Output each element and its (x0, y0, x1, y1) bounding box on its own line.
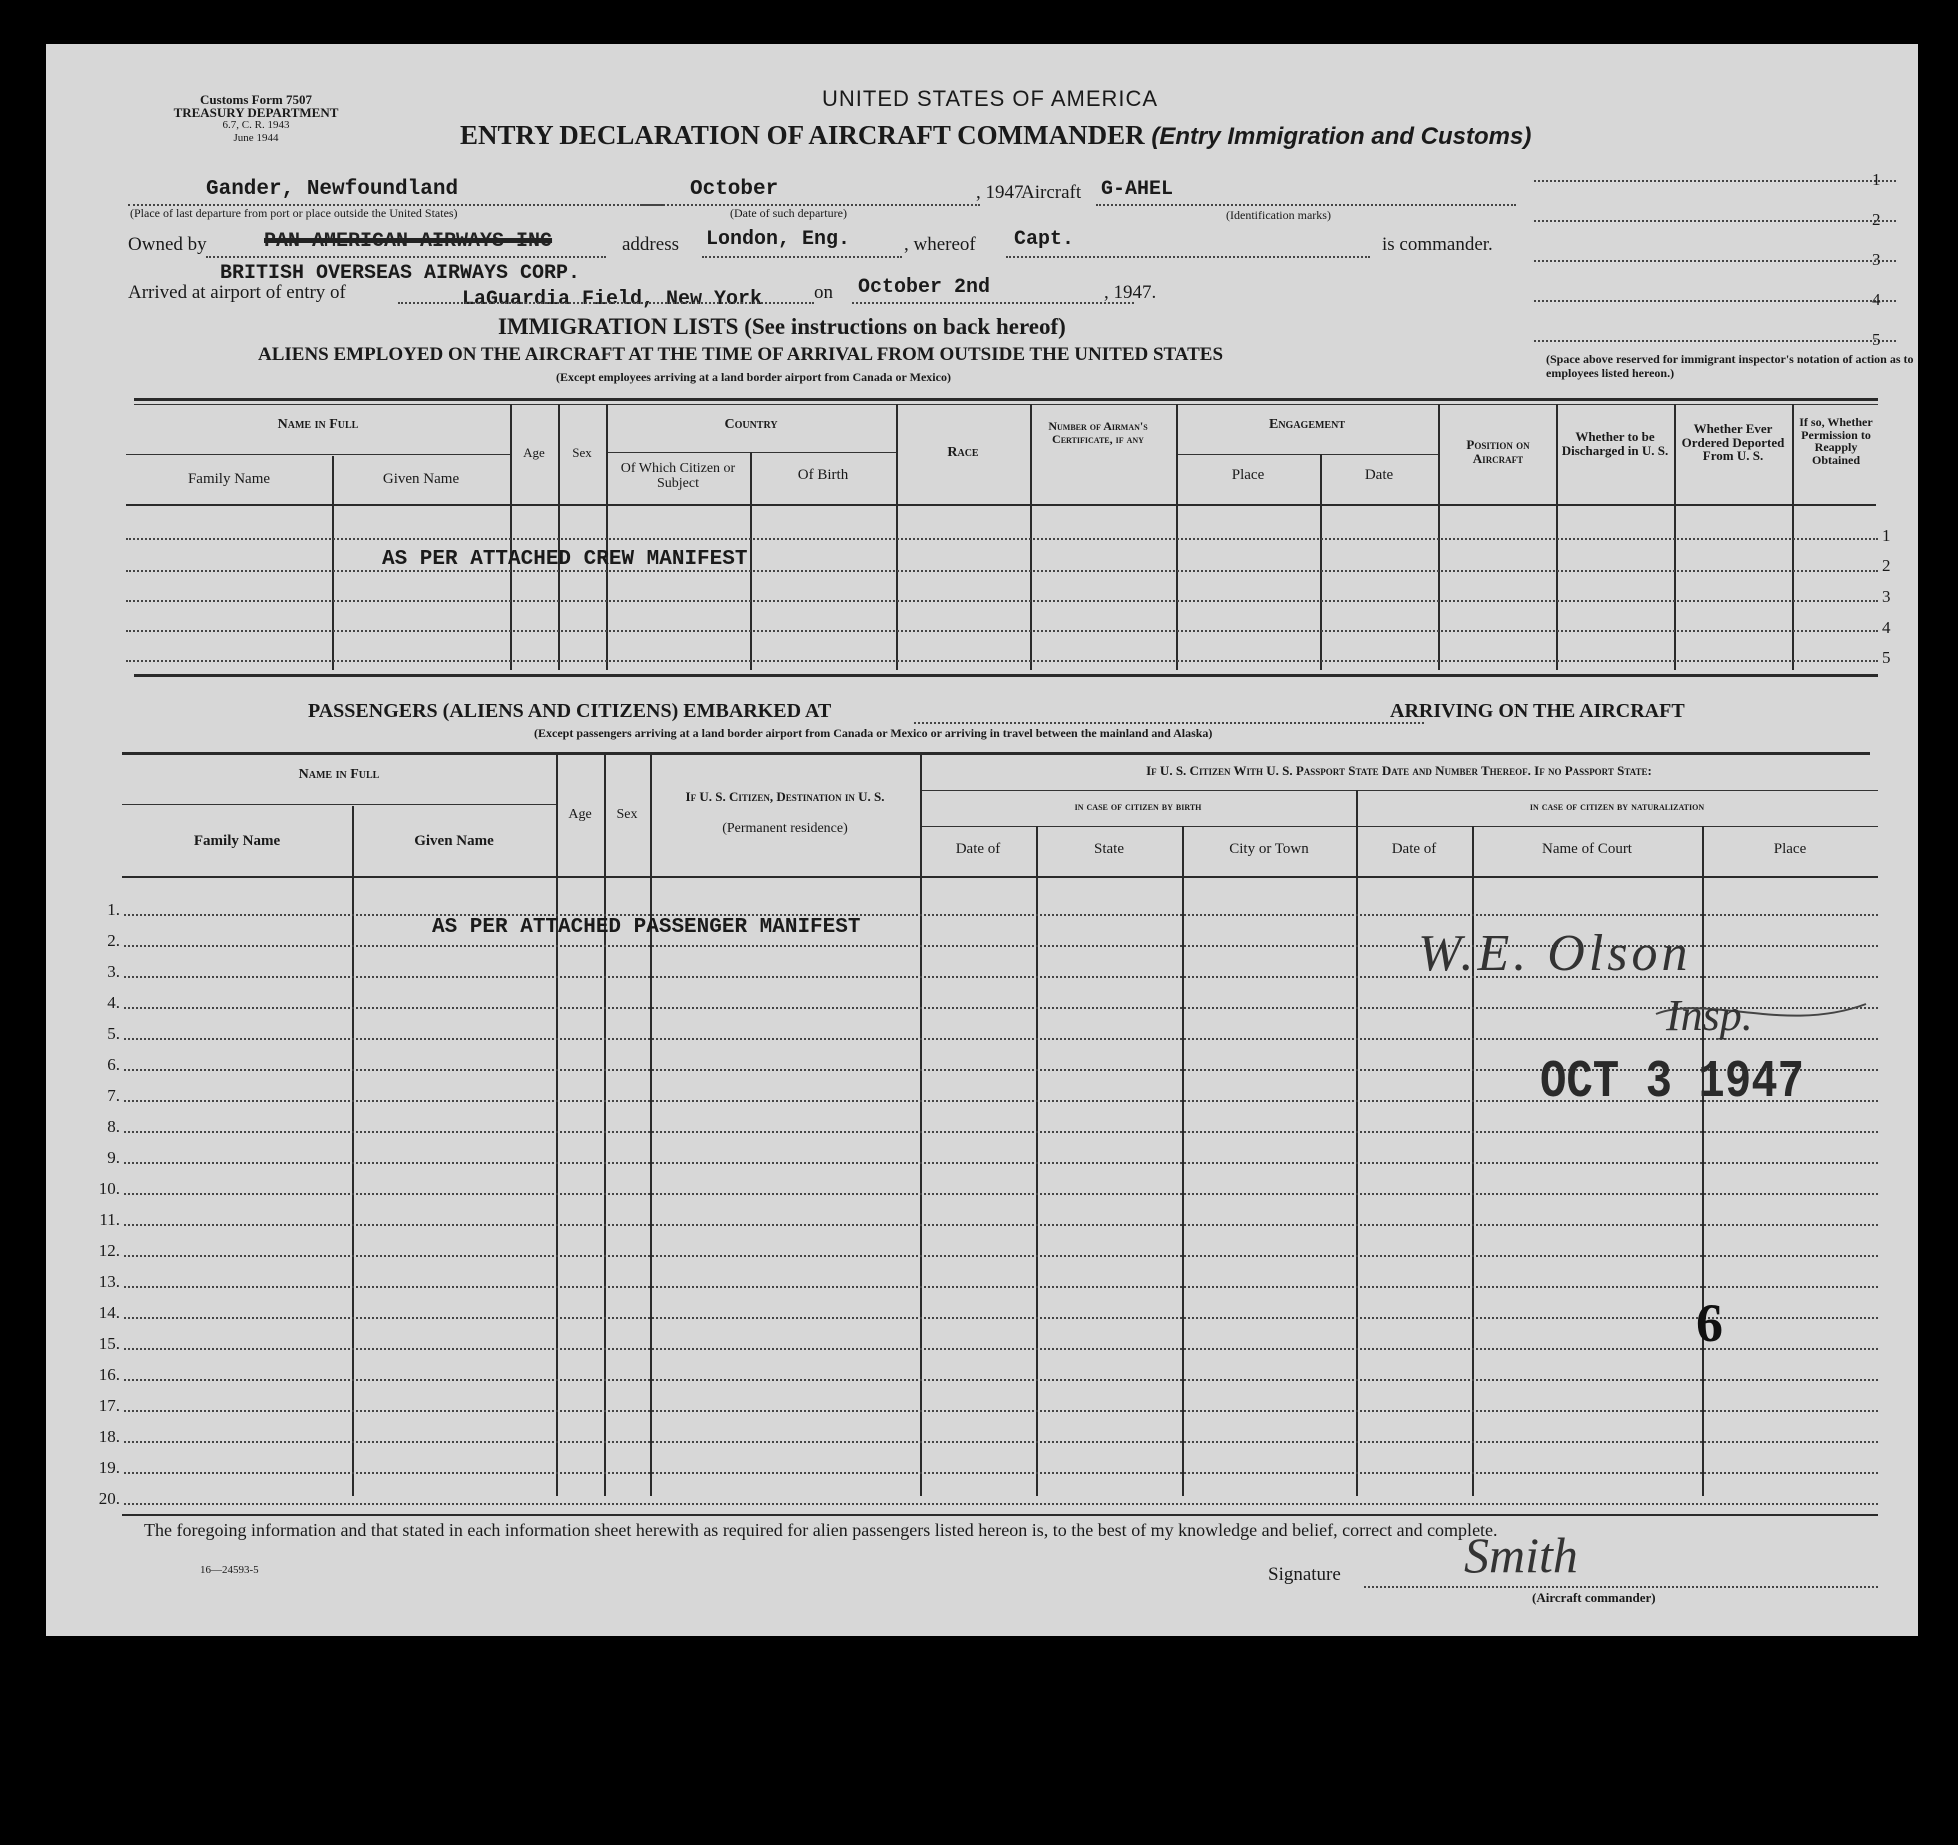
commander-signature: Smith (1464, 1527, 1578, 1583)
aliens-note: (Except employees arriving at a land border airport from Canada or Mexico) (556, 370, 951, 384)
commander-value: Capt. (1014, 228, 1075, 251)
form-title-sub: (Entry Immigration and Customs) (1151, 123, 1532, 150)
passengers-title-right: ARRIVING ON THE AIRCRAFT (1390, 700, 1685, 722)
aliens-header-name: Name in Full (277, 417, 359, 432)
passengers-row-number: 18. (98, 1427, 120, 1446)
passengers-row-number: 11. (99, 1210, 120, 1229)
form-identifier (156, 93, 356, 145)
passengers-header-state: State (1094, 841, 1124, 857)
aliens-row-number: 2 (1882, 556, 1891, 575)
passengers-row-number: 5. (107, 1024, 120, 1043)
stamp-date: OCT 3 1947 (1540, 1053, 1805, 1113)
passengers-row-number: 8. (107, 1117, 120, 1136)
signature-line (1364, 1586, 1878, 1588)
passengers-header-age: Age (568, 807, 592, 822)
aliens-header-given-name: Given Name (382, 471, 460, 487)
passengers-header-destination-sub: (Permanent residence) (722, 821, 848, 836)
passengers-entry: AS PER ATTACHED PASSENGER MANIFEST (432, 916, 861, 939)
form-regulation: 6.7, C. R. 1943 (222, 119, 290, 131)
inspector-note: (Space above reserved for immigrant inspector's notation of action as to employees listed hereon.) (1546, 352, 1914, 380)
departure-date-caption: (Date of such departure) (730, 206, 847, 220)
immigration-title: IMMIGRATION LISTS (See instructions on back hereof) (498, 314, 1066, 339)
form-title (460, 120, 1531, 151)
aliens-header-position: Position on Aircraft (1466, 437, 1530, 466)
signature-label: Signature (1268, 1564, 1341, 1585)
aliens-header-race: Race (947, 445, 979, 460)
passengers-row-number: 16. (98, 1365, 120, 1384)
address-value: London, Eng. (706, 228, 851, 251)
aliens-title: ALIENS EMPLOYED ON THE AIRCRAFT AT THE TIME OF ARRIVAL FROM OUTSIDE THE UNITED STATES (258, 344, 1224, 365)
aliens-row-number: 5 (1882, 648, 1891, 667)
form-title-main: ENTRY DECLARATION OF AIRCRAFT COMMANDER (460, 120, 1145, 150)
passengers-note: (Except passengers arriving at a land border airport from Canada or Mexico or arriving in travel between the mainland and Alaska) (534, 726, 1213, 740)
form-department: TREASURY DEPARTMENT (173, 105, 339, 120)
whereof-label: , whereof (904, 234, 976, 255)
aircraft-marks-line (1096, 204, 1516, 206)
passengers-header-naturalization-date: Date of (1391, 841, 1437, 857)
passengers-row-number: 10. (98, 1179, 120, 1198)
arrival-airport-value: LaGuardia Field, New York (462, 288, 763, 311)
passengers-row-number: 7. (107, 1086, 120, 1105)
owned-by-struck-value: PAN AMERICAN AIRWAYS INC (264, 230, 553, 253)
aliens-entry: AS PER ATTACHED CREW MANIFEST (382, 548, 748, 571)
aliens-row-number: 4 (1882, 618, 1891, 637)
passengers-header-family-name: Family Name (193, 833, 281, 849)
inspector-line-number: 3 (1872, 250, 1881, 269)
passengers-row-number: 9. (107, 1148, 120, 1167)
departure-year: , 1947 (976, 182, 1024, 203)
aliens-header-discharged: Whether to be Discharged in U. S. (1561, 429, 1669, 458)
signature-caption: (Aircraft commander) (1532, 1590, 1656, 1605)
declaration-text: The foregoing information and that stated in each information sheet herewith as required for alien passengers listed hereon is, to the best of my knowledge and belief, correct and complete. (144, 1520, 1498, 1540)
arrival-year: , 1947. (1104, 282, 1157, 303)
inspector-line-number: 5 (1872, 330, 1881, 349)
passengers-header-destination: If U. S. Citizen, Destination in U. S. (685, 789, 885, 804)
aliens-header-sex: Sex (572, 445, 592, 460)
inspector-title: Insp. (1666, 991, 1753, 1040)
aliens-row-number: 3 (1882, 587, 1891, 606)
country-heading: UNITED STATES OF AMERICA (822, 86, 1159, 111)
arrival-date-value: October 2nd (858, 276, 991, 299)
passengers-header-given-name: Given Name (414, 833, 494, 849)
passengers-row-number: 20. (98, 1489, 120, 1508)
stamp-mark: 6 (1696, 1293, 1723, 1353)
commander-suffix: is commander. (1382, 234, 1493, 255)
aliens-header-citizen-of: Of Which Citizen or Subject (620, 461, 736, 491)
passengers-row-number: 14. (98, 1303, 120, 1322)
departure-place-value: Gander, Newfoundland (206, 178, 459, 201)
passengers-header-sex: Sex (616, 807, 638, 822)
aliens-header-engagement: Engagement (1268, 417, 1345, 432)
aircraft-marks-caption: (Identification marks) (1226, 208, 1331, 222)
aliens-header-of-birth: Of Birth (797, 467, 849, 483)
passengers-row-number: 15. (98, 1334, 120, 1353)
passengers-row-number: 13. (98, 1272, 120, 1291)
form-date: June 1944 (233, 132, 279, 144)
on-label: on (814, 282, 833, 303)
embarked-at-line (914, 722, 1424, 724)
passengers-row-number: 17. (98, 1396, 120, 1415)
passengers-row-number: 19. (98, 1458, 120, 1477)
passengers-row-number: 2. (107, 931, 120, 950)
inspector-signature: W.E. Olson (1418, 925, 1692, 982)
passengers-row-number: 12. (98, 1241, 120, 1260)
passengers-header-birth-date: Date of (955, 841, 1001, 857)
aliens-header-engagement-place: Place (1231, 467, 1265, 483)
inspector-line-number: 1 (1872, 170, 1881, 189)
aliens-header-airman-certificate: Number of Airman's Certificate, if any (1048, 419, 1148, 446)
owned-by-value: BRITISH OVERSEAS AIRWAYS CORP. (220, 262, 581, 285)
address-label: address (622, 234, 679, 255)
address-line (702, 256, 902, 258)
passengers-header-name: Name in Full (298, 767, 380, 782)
inspector-line-number: 4 (1872, 290, 1881, 309)
aliens-row-number: 1 (1882, 526, 1891, 545)
passengers-header-city: City or Town (1229, 841, 1309, 857)
passengers-row-number: 4. (107, 993, 120, 1012)
passengers-header-passport: If U. S. Citizen With U. S. Passport State Date and Number Thereof. If no Passport State: (1146, 763, 1652, 778)
aliens-header-family-name: Family Name (187, 471, 271, 487)
commander-line (1006, 256, 1370, 258)
form-number: Customs Form 7507 (200, 92, 312, 107)
passengers-header-court: Name of Court (1542, 841, 1632, 857)
passengers-header-place: Place (1773, 841, 1807, 857)
owned-by-line (206, 256, 606, 258)
arrival-date-line (852, 302, 1134, 304)
aliens-header-age: Age (523, 445, 545, 460)
passengers-row-number: 3. (107, 962, 120, 981)
arrival-airport-line (398, 302, 814, 304)
departure-date-value: October (690, 178, 779, 201)
form-print-code: 16—24593-5 (200, 1564, 259, 1576)
aliens-header-reapply: If so, Whether Permission to Reapply Obtained (1799, 415, 1873, 467)
passengers-row-number: 1. (107, 900, 120, 919)
owned-by-label: Owned by (128, 234, 207, 255)
departure-place-caption: (Place of last departure from port or place outside the United States) (130, 206, 458, 220)
arrived-label: Arrived at airport of entry of (128, 282, 346, 303)
passengers-header-by-naturalization: in case of citizen by naturalization (1529, 799, 1705, 813)
aircraft-marks-value: G-AHEL (1101, 178, 1174, 201)
passengers-title: PASSENGERS (ALIENS AND CITIZENS) EMBARKED AT (308, 700, 832, 722)
aliens-header-country: Country (724, 417, 778, 432)
passengers-row-number: 6. (107, 1055, 120, 1074)
passengers-header-by-birth: in case of citizen by birth (1074, 799, 1202, 813)
inspector-line-number: 2 (1872, 210, 1881, 229)
form-sheet (46, 44, 1918, 1636)
aliens-header-deported: Whether Ever Ordered Deported From U. S. (1681, 421, 1785, 464)
aircraft-label: Aircraft (1021, 182, 1082, 203)
aliens-header-engagement-date: Date (1364, 467, 1394, 483)
